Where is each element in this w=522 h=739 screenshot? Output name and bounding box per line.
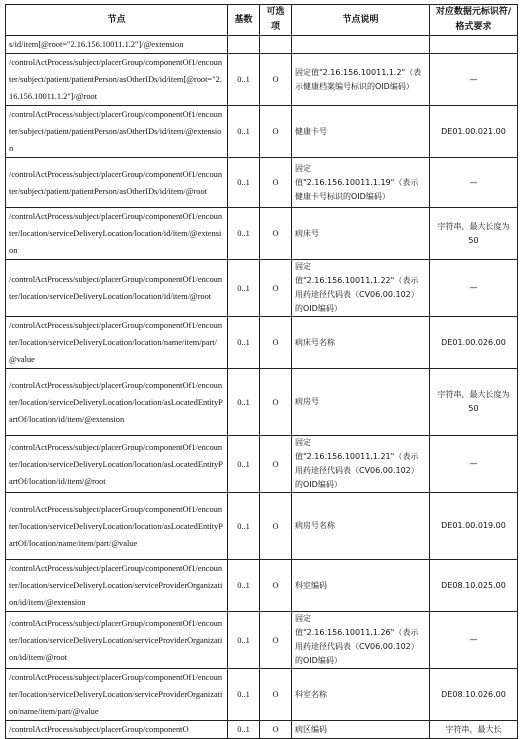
- cardinality-cell: 0..1: [228, 54, 260, 106]
- description-cell: 病区编码: [292, 721, 430, 739]
- element-ref-cell: —: [430, 612, 518, 669]
- optional-cell: O: [260, 317, 292, 369]
- cardinality-cell: 0..1: [228, 721, 260, 739]
- element-ref-cell: DE01.00.021.00: [430, 106, 518, 158]
- description-cell: 固定值"2.16.156.10011.1.19"（表示健康卡号标识的OID编码）: [292, 158, 430, 208]
- cardinality-cell: 0..1: [228, 493, 260, 560]
- cardinality-cell: 0..1: [228, 369, 260, 436]
- table-row: [6, 436, 518, 493]
- node-path-cell: /controlActProcess/subject/placerGroup/componentOf1/encounter/subject/patient/patientPerson/asOtherIDs/id/item/@extension: [6, 106, 228, 158]
- node-path-cell: s/id/item[@root="2.16.156.10011.1.2"]/@extension: [6, 36, 228, 54]
- node-path-cell: /controlActProcess/subject/placerGroup/componentOf1/encounter/location/serviceDeliveryLocation/serviceProviderOrganization/id/item/@extension: [6, 560, 228, 612]
- table-row: [6, 669, 518, 721]
- node-path-cell: /controlActProcess/subject/placerGroup/componentOf1/encounter/location/serviceDeliveryLocation/location/asLocatedEntityPartOf/location/name/item/part/@value: [6, 493, 228, 560]
- element-ref-cell: 字符串，最大长: [430, 721, 518, 739]
- node-path-cell: /controlActProcess/subject/placerGroup/componentOf1/encounter/location/serviceDeliveryLocation/location/asLocatedEntityPartOf/location/id/item/@extension: [6, 369, 228, 436]
- optional-cell: O: [260, 721, 292, 739]
- cardinality-cell: 0..1: [228, 669, 260, 721]
- element-ref-cell: [430, 36, 518, 54]
- node-spec-table: [5, 4, 518, 739]
- node-path-cell: /controlActProcess/subject/placerGroup/componentOf1/encounter/subject/patient/patientPerson/asOtherIDs/id/item[@root="2.16.156.10011.1.2"]/@root: [6, 54, 228, 106]
- optional-cell: O: [260, 560, 292, 612]
- optional-cell: O: [260, 369, 292, 436]
- table-row: [6, 612, 518, 669]
- node-path-cell: /controlActProcess/subject/placerGroup/componentOf1/encounter/location/serviceDeliveryLocation/location/id/item/@root: [6, 260, 228, 317]
- element-ref-cell: —: [430, 436, 518, 493]
- description-cell: 病房号名称: [292, 493, 430, 560]
- optional-cell: O: [260, 208, 292, 260]
- header-optional: 可选项: [260, 5, 292, 36]
- optional-cell: O: [260, 158, 292, 208]
- header-cardinality: 基数: [228, 5, 260, 36]
- node-path-cell: /controlActProcess/subject/placerGroup/componentOf1/encounter/location/serviceDeliveryLocation/location/name/item/part/@value: [6, 317, 228, 369]
- cardinality-cell: 0..1: [228, 208, 260, 260]
- node-path-cell: /controlActProcess/subject/placerGroup/componentOf1/encounter/location/serviceDeliveryLocation/serviceProviderOrganization/id/item/@root: [6, 612, 228, 669]
- node-path-cell: /controlActProcess/subject/placerGroup/componentOf1/encounter/subject/patient/patientPerson/asOtherIDs/id/item/@root: [6, 158, 228, 208]
- table-row: [6, 208, 518, 260]
- node-path-cell: /controlActProcess/subject/placerGroup/componentO: [6, 721, 228, 739]
- description-cell: 固定值"2.16.156.10011.1.22"（表示用药途径代码表（CV06.00.102）的OID编码）: [292, 260, 430, 317]
- optional-cell: O: [260, 612, 292, 669]
- element-ref-cell: —: [430, 54, 518, 106]
- element-ref-cell: DE01.00.019.00: [430, 493, 518, 560]
- element-ref-cell: —: [430, 260, 518, 317]
- element-ref-cell: DE08.10.025.00: [430, 560, 518, 612]
- table-row: [6, 106, 518, 158]
- table-row: [6, 560, 518, 612]
- element-ref-cell: —: [430, 158, 518, 208]
- description-cell: 科室名称: [292, 669, 430, 721]
- description-cell: 科室编码: [292, 560, 430, 612]
- optional-cell: O: [260, 493, 292, 560]
- description-cell: 健康卡号: [292, 106, 430, 158]
- node-path-cell: /controlActProcess/subject/placerGroup/componentOf1/encounter/location/serviceDeliveryLocation/location/id/item/@extension: [6, 208, 228, 260]
- cardinality-cell: 0..1: [228, 260, 260, 317]
- element-ref-cell: 字符串，最大长度为50: [430, 208, 518, 260]
- element-ref-cell: 字符串，最大长度为50: [430, 369, 518, 436]
- description-cell: 固定值"2.16.156.10011.1.2"（表示健康档案编号标识的OID编码）: [292, 54, 430, 106]
- optional-cell: O: [260, 54, 292, 106]
- description-cell: 固定值"2.16.156.10011.1.26"（表示用药途径代码表（CV06.00.102）的OID编码）: [292, 612, 430, 669]
- element-ref-cell: DE01.00.026.00: [430, 317, 518, 369]
- description-cell: 固定值"2.16.156.10011.1.21"（表示用药途径代码表（CV06.00.102）的OID编码）: [292, 436, 430, 493]
- cardinality-cell: 0..1: [228, 158, 260, 208]
- description-cell: 病床号: [292, 208, 430, 260]
- optional-cell: O: [260, 436, 292, 493]
- table-row: [6, 54, 518, 106]
- header-description: 节点说明: [292, 5, 430, 36]
- node-path-cell: /controlActProcess/subject/placerGroup/componentOf1/encounter/location/serviceDeliveryLocation/serviceProviderOrganization/name/item/part/@value: [6, 669, 228, 721]
- cardinality-cell: 0..1: [228, 560, 260, 612]
- description-cell: 病床号名称: [292, 317, 430, 369]
- description-cell: 病房号: [292, 369, 430, 436]
- cardinality-cell: 0..1: [228, 612, 260, 669]
- optional-cell: O: [260, 669, 292, 721]
- optional-cell: [260, 36, 292, 54]
- header-node: 节点: [6, 5, 228, 36]
- table-row: [6, 721, 518, 739]
- table-row: [6, 260, 518, 317]
- header-element: 对应数据元标识符/格式要求: [430, 5, 518, 36]
- table-row: [6, 158, 518, 208]
- table-row: [6, 369, 518, 436]
- element-ref-cell: DE08.10.026.00: [430, 669, 518, 721]
- table-row: [6, 36, 518, 54]
- optional-cell: O: [260, 260, 292, 317]
- table-row: [6, 493, 518, 560]
- node-path-cell: /controlActProcess/subject/placerGroup/componentOf1/encounter/location/serviceDeliveryLocation/location/asLocatedEntityPartOf/location/id/item/@root: [6, 436, 228, 493]
- cardinality-cell: 0..1: [228, 106, 260, 158]
- cardinality-cell: 0..1: [228, 436, 260, 493]
- description-cell: [292, 36, 430, 54]
- cardinality-cell: 0..1: [228, 317, 260, 369]
- optional-cell: O: [260, 106, 292, 158]
- table-header-row: [6, 5, 518, 36]
- table-row: [6, 317, 518, 369]
- cardinality-cell: [228, 36, 260, 54]
